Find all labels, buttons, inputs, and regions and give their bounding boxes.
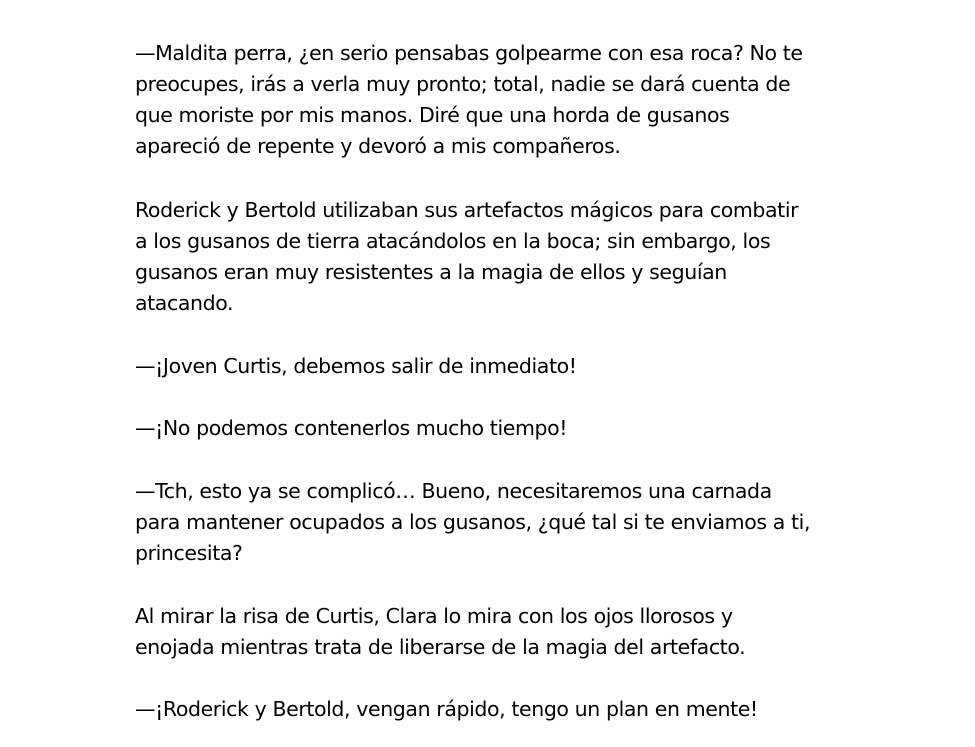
paragraph-dialogue-hold xyxy=(135,413,855,444)
text-line: Al mirar la risa de Curtis, Clara lo mira con los ojos llorosos y xyxy=(135,604,733,628)
paragraph-dialogue-plan xyxy=(135,694,855,725)
text-line: apareció de repente y devoró a mis compañeros. xyxy=(135,134,621,158)
text-line: para mantener ocupados a los gusanos, ¿qué tal si te enviamos a ti, xyxy=(135,510,811,534)
paragraph-curtis-bait xyxy=(135,476,855,569)
text-line: —¡Joven Curtis, debemos salir de inmediato! xyxy=(135,354,577,378)
paragraph-combat-narration xyxy=(135,195,855,319)
text-line: —¡No podemos contenerlos mucho tiempo! xyxy=(135,416,568,440)
text-line: —¡Roderick y Bertold, vengan rápido, tengo un plan en mente! xyxy=(135,697,758,721)
text-line: enojada mientras trata de liberarse de la magia del artefacto. xyxy=(135,635,746,659)
paragraph-dialogue-leave xyxy=(135,351,855,382)
text-line: Roderick y Bertold utilizaban sus artefactos mágicos para combatir xyxy=(135,198,799,222)
text-line: princesita? xyxy=(135,541,243,565)
text-line: atacando. xyxy=(135,291,234,315)
paragraph-clara-reaction xyxy=(135,601,855,663)
text-line: que moriste por mis manos. Diré que una horda de gusanos xyxy=(135,103,730,127)
text-line: gusanos eran muy resistentes a la magia de ellos y seguían xyxy=(135,260,727,284)
text-line: —Tch, esto ya se complicó… Bueno, necesitaremos una carnada xyxy=(135,479,772,503)
text-line: a los gusanos de tierra atacándolos en la boca; sin embargo, los xyxy=(135,229,771,253)
text-line: preocupes, irás a verla muy pronto; total, nadie se dará cuenta de xyxy=(135,72,791,96)
text-line: —Maldita perra, ¿en serio pensabas golpearme con esa roca? No te xyxy=(135,41,803,65)
paragraph-curtis-threat xyxy=(135,38,855,162)
